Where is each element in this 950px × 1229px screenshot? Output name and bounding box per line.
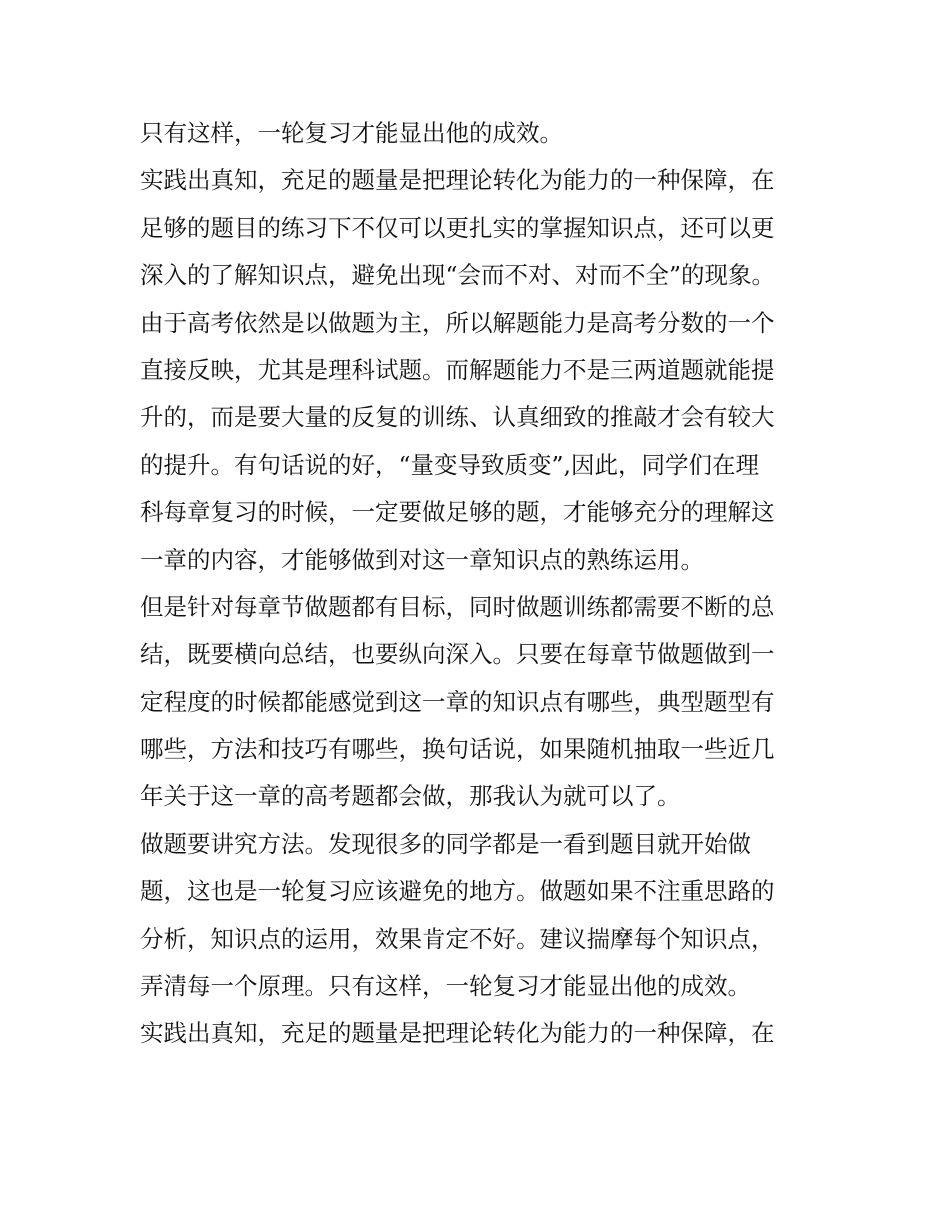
text-line: 足够的题目的练习下不仅可以更扎实的掌握知识点，还可以更	[140, 213, 775, 242]
text-line: 哪些，方法和技巧有哪些，换句话说，如果随机抽取一些近几	[140, 735, 775, 764]
text-line: 升的，而是要大量的反复的训练、认真细致的推敲才会有较大	[140, 403, 775, 432]
text-line: 深入的了解知识点，避免出现“会而不对、对而不全”的现象。	[140, 261, 776, 290]
text-line: 直接反映，尤其是理科试题。而解题能力不是三两道题就能提	[140, 355, 775, 384]
text-line: 科每章复习的时候，一定要做足够的题，才能够充分的理解这	[140, 498, 775, 527]
text-line: 的提升。有句话说的好，“量变导致质变”,因此，同学们在理	[140, 450, 759, 479]
text-line: 一章的内容，才能够做到对这一章知识点的熟练运用。	[140, 545, 704, 574]
text-line: 弄清每一个原理。只有这样，一轮复习才能显出他的成效。	[140, 972, 751, 1001]
text-line: 年关于这一章的高考题都会做，那我认为就可以了。	[140, 782, 681, 811]
text-line: 由于高考依然是以做题为主，所以解题能力是高考分数的一个	[140, 308, 775, 337]
text-line: 题，这也是一轮复习应该避免的地方。做题如果不注重思路的	[140, 877, 775, 906]
text-line: 做题要讲究方法。发现很多的同学都是一看到题目就开始做	[140, 829, 751, 858]
text-line: 分析，知识点的运用，效果肯定不好。建议揣摩每个知识点，	[140, 924, 775, 953]
text-line: 但是针对每章节做题都有目标，同时做题训练都需要不断的总	[140, 592, 775, 621]
text-line: 实践出真知，充足的题量是把理论转化为能力的一种保障，在	[140, 1019, 775, 1048]
text-line: 实践出真知，充足的题量是把理论转化为能力的一种保障，在	[140, 166, 775, 195]
text-line: 结，既要横向总结，也要纵向深入。只要在每章节做题做到一	[140, 640, 775, 669]
text-line: 只有这样，一轮复习才能显出他的成效。	[140, 119, 563, 147]
text-line: 定程度的时候都能感觉到这一章的知识点有哪些，典型题型有	[140, 687, 775, 716]
document-body	[140, 110, 840, 1058]
